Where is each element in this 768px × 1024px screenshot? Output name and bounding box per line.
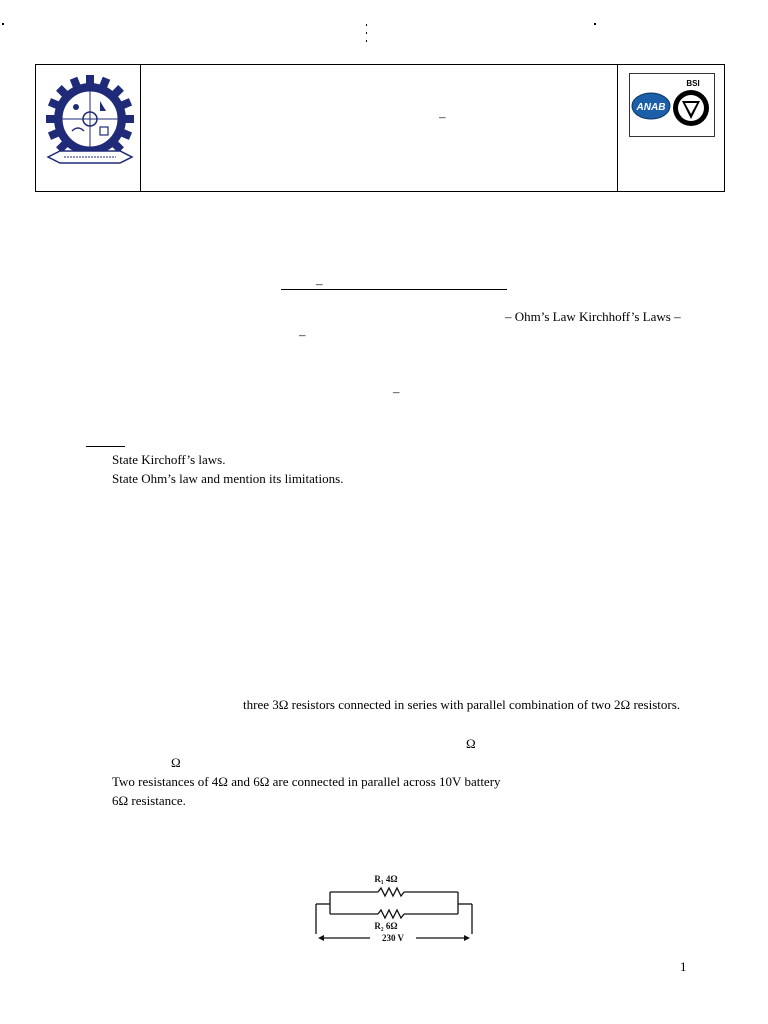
parallel-circuit-diagram: [312, 868, 476, 944]
header-dash: –: [439, 109, 446, 124]
omega-symbol: Ω: [171, 755, 181, 770]
part-heading-rule: [86, 446, 125, 447]
accreditation-logo: [629, 73, 715, 137]
r1-label: R₁ 4Ω: [374, 874, 398, 884]
question-2: State Ohm’s law and mention its limitations.: [112, 471, 344, 486]
r2-label: R₂ 6Ω: [374, 921, 398, 931]
scan-mark: [594, 23, 596, 25]
question-1: State Kirchoff’s laws.: [112, 452, 226, 467]
header-divider: [140, 65, 141, 191]
section-dash: –: [393, 384, 400, 399]
topics-line: – Ohm’s Law Kirchhoff’s Laws –: [505, 309, 681, 324]
subheading-underline: [281, 289, 507, 290]
scan-mark: [366, 24, 367, 26]
question-4-line-2: 6Ω resistance.: [112, 793, 186, 808]
header-table: [35, 64, 725, 192]
subheading-dash: –: [316, 276, 323, 291]
question-3: three 3Ω resistors connected in series with parallel combination of two 2Ω resistors.: [243, 697, 681, 712]
omega-symbol: Ω: [466, 736, 476, 751]
question-4-line-1: Two resistances of 4Ω and 6Ω are connected in parallel across 10V battery: [112, 774, 501, 789]
scan-mark: [2, 23, 4, 25]
svg-text:BSI: BSI: [686, 79, 700, 88]
voltage-label: 230 V: [381, 933, 405, 943]
svg-text:ANAB: ANAB: [636, 102, 666, 113]
scan-mark: [366, 32, 367, 34]
institution-logo: [42, 71, 138, 175]
header-divider: [617, 65, 618, 191]
resistor-r2: [378, 910, 404, 918]
scan-mark: [366, 40, 367, 42]
page-number: 1: [680, 959, 687, 974]
resistor-r1: [378, 888, 404, 896]
topics-dash: –: [299, 327, 306, 342]
